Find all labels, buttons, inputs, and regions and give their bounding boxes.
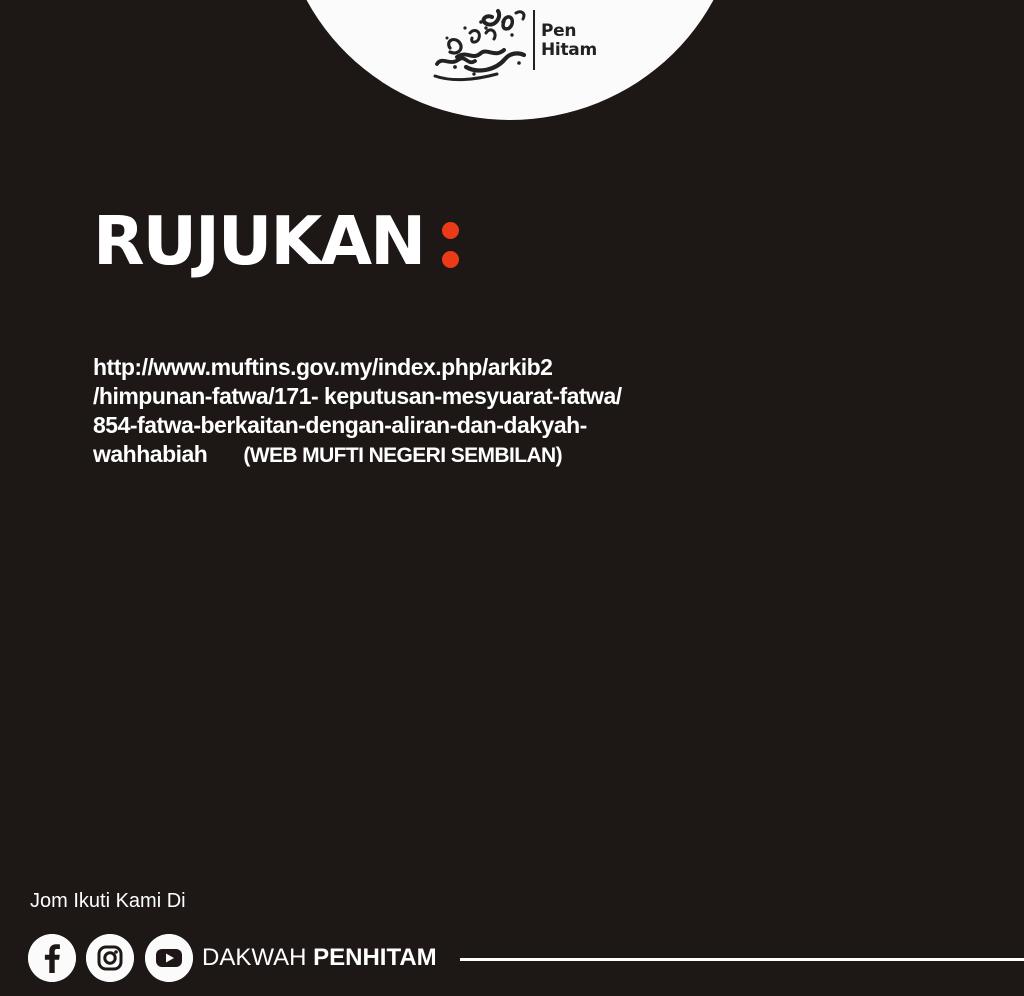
- instagram-icon[interactable]: [86, 934, 134, 982]
- reference-source: (WEB MUFTI NEGERI SEMBILAN): [243, 444, 562, 467]
- accent-dot-top: [442, 222, 459, 239]
- footer-divider-line: [460, 958, 1024, 961]
- reference-url-line-2: /himpunan-fatwa/171- keputusan-mesyuarat-fatwa/: [93, 383, 622, 409]
- reference-url-end: wahhabiah: [93, 441, 208, 467]
- arabic-calligraphy-logo-icon: [430, 4, 530, 88]
- reference-url-line-4: [93, 440, 953, 470]
- page-title: RUJUKAN: [93, 201, 425, 280]
- rujukan-heading: [93, 200, 470, 282]
- logo-word-hitam: Hitam: [541, 40, 597, 60]
- accent-dot-bottom: [442, 251, 459, 268]
- brand-word-dakwah: DAKWAH: [202, 944, 307, 971]
- pen-hitam-logo: [430, 4, 610, 88]
- accent-colon: [442, 200, 470, 282]
- logo-wordmark: [541, 22, 597, 60]
- reference-url-line-3: 854-fatwa-berkaitan-dengan-aliran-dan-dakyah-: [93, 412, 587, 438]
- dakwah-penhitam-brand: [202, 944, 437, 972]
- social-footer: [28, 934, 1024, 982]
- follow-us-text: Jom Ikuti Kami Di: [30, 890, 186, 912]
- logo-divider: [533, 10, 535, 70]
- reference-url-line-1: http://www.muftins.gov.my/index.php/arkib2: [93, 354, 553, 380]
- reference-text: [93, 353, 953, 470]
- logo-word-pen: Pen: [541, 21, 577, 41]
- brand-word-penhitam: PENHITAM: [313, 944, 437, 971]
- youtube-icon[interactable]: [145, 934, 193, 982]
- facebook-icon[interactable]: [28, 934, 76, 982]
